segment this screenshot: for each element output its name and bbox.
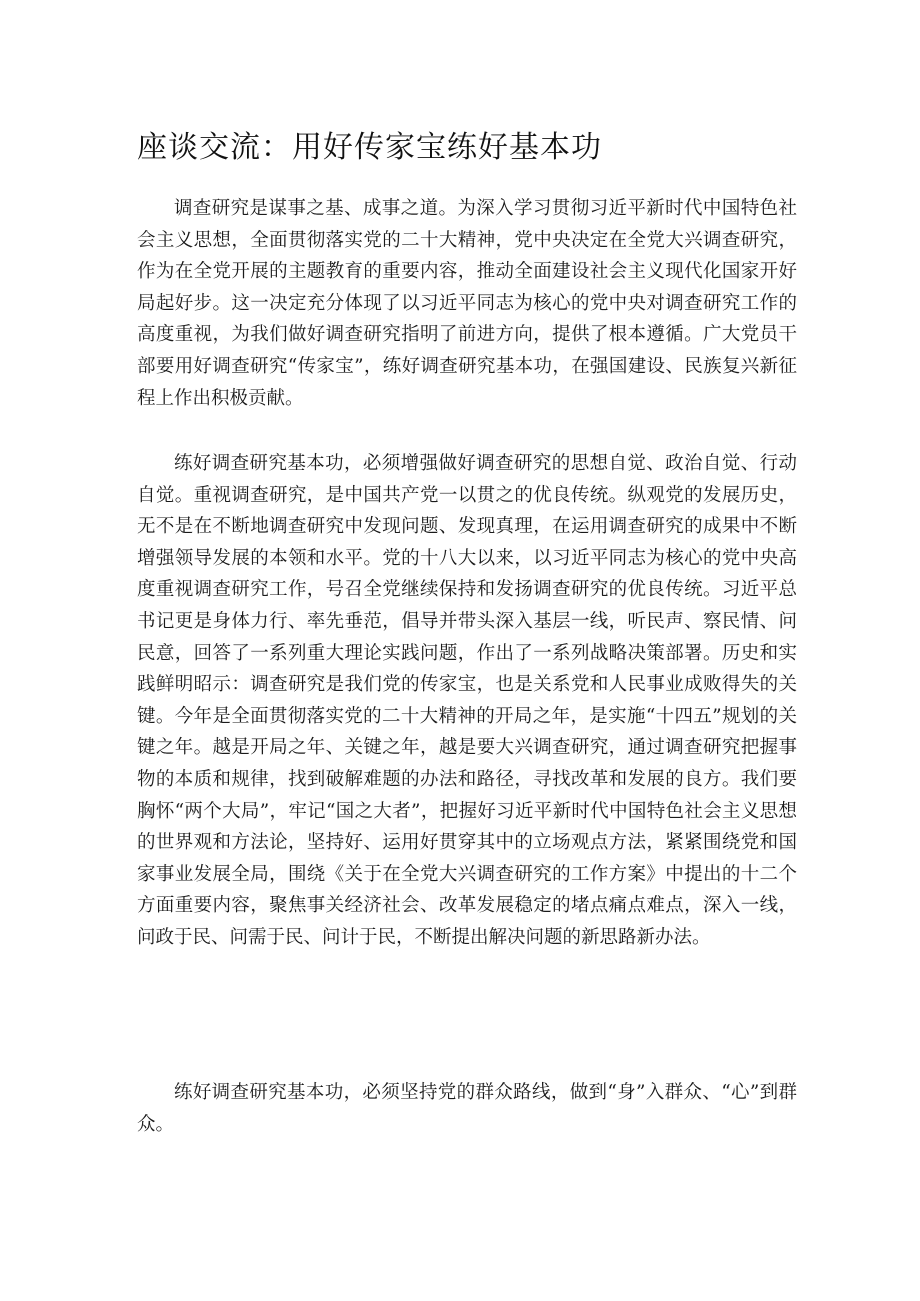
document-title: 座谈交流：用好传家宝练好基本功 — [137, 130, 602, 165]
paragraph-consciousness: 练好调查研究基本功，必须增强做好调查研究的思想自觉、政治自觉、行动自觉。重视调查研究，是中国共产党一以贯之的优良传统。纵观党的发展历史，无不是在不断地调查研究中发现问题、发现真理，在运用调查研究的成果中不断增强领导发展的本领和水平。党的十八大以来，以习近平同志为核心的党中央高度重视调查研究工作，号召全党继续保持和发扬调查研究的优良传统。习近平总书记更是身体力行、率先垂范，倡导并带头深入基层一线，听民声、察民情、问民意，回答了一系列重大理论实践问题，作出了一系列战略决策部署。历史和实践鲜明昭示：调查研究是我们党的传家宝，也是关系党和人民事业成败得失的关键。今年是全面贯彻落实党的二十大精神的开局之年，是实施“十四五”规划的关键之年。越是开局之年、关键之年，越是要大兴调查研究，通过调查研究把握事物的本质和规律，找到破解难题的办法和路径，寻找改革和发展的良方。我们要胸怀“两个大局”，牢记“国之大者”，把握好习近平新时代中国特色社会主义思想的世界观和方法论，坚持好、运用好贯穿其中的立场观点方法，紧紧围绕党和国家事业发展全局，围绕《关于在全党大兴调查研究的工作方案》中提出的十二个方面重要内容，聚焦事关经济社会、改革发展稳定的堵点痛点难点，深入一线，问政于民、问需于民、问计于民，不断提出解决问题的新思路新办法。 — [137, 453, 797, 948]
paragraph-mass-line: 练好调查研究基本功，必须坚持党的群众路线，做到“身”入群众、“心”到群众。 — [137, 1082, 797, 1135]
paragraph-intro: 调查研究是谋事之基、成事之道。为深入学习贯彻习近平新时代中国特色社会主义思想，全面贯彻落实党的二十大精神，党中央决定在全党大兴调查研究，作为在全党开展的主题教育的重要内容，推动全面建设社会主义现代化国家开好局起好步。这一决定充分体现了以习近平同志为核心的党中央对调查研究工作的高度重视，为我们做好调查研究指明了前进方向，提供了根本遵循。广大党员干部要用好调查研究“传家宝”，练好调查研究基本功，在强国建设、民族复兴新征程上作出积极贡献。 — [137, 198, 797, 409]
